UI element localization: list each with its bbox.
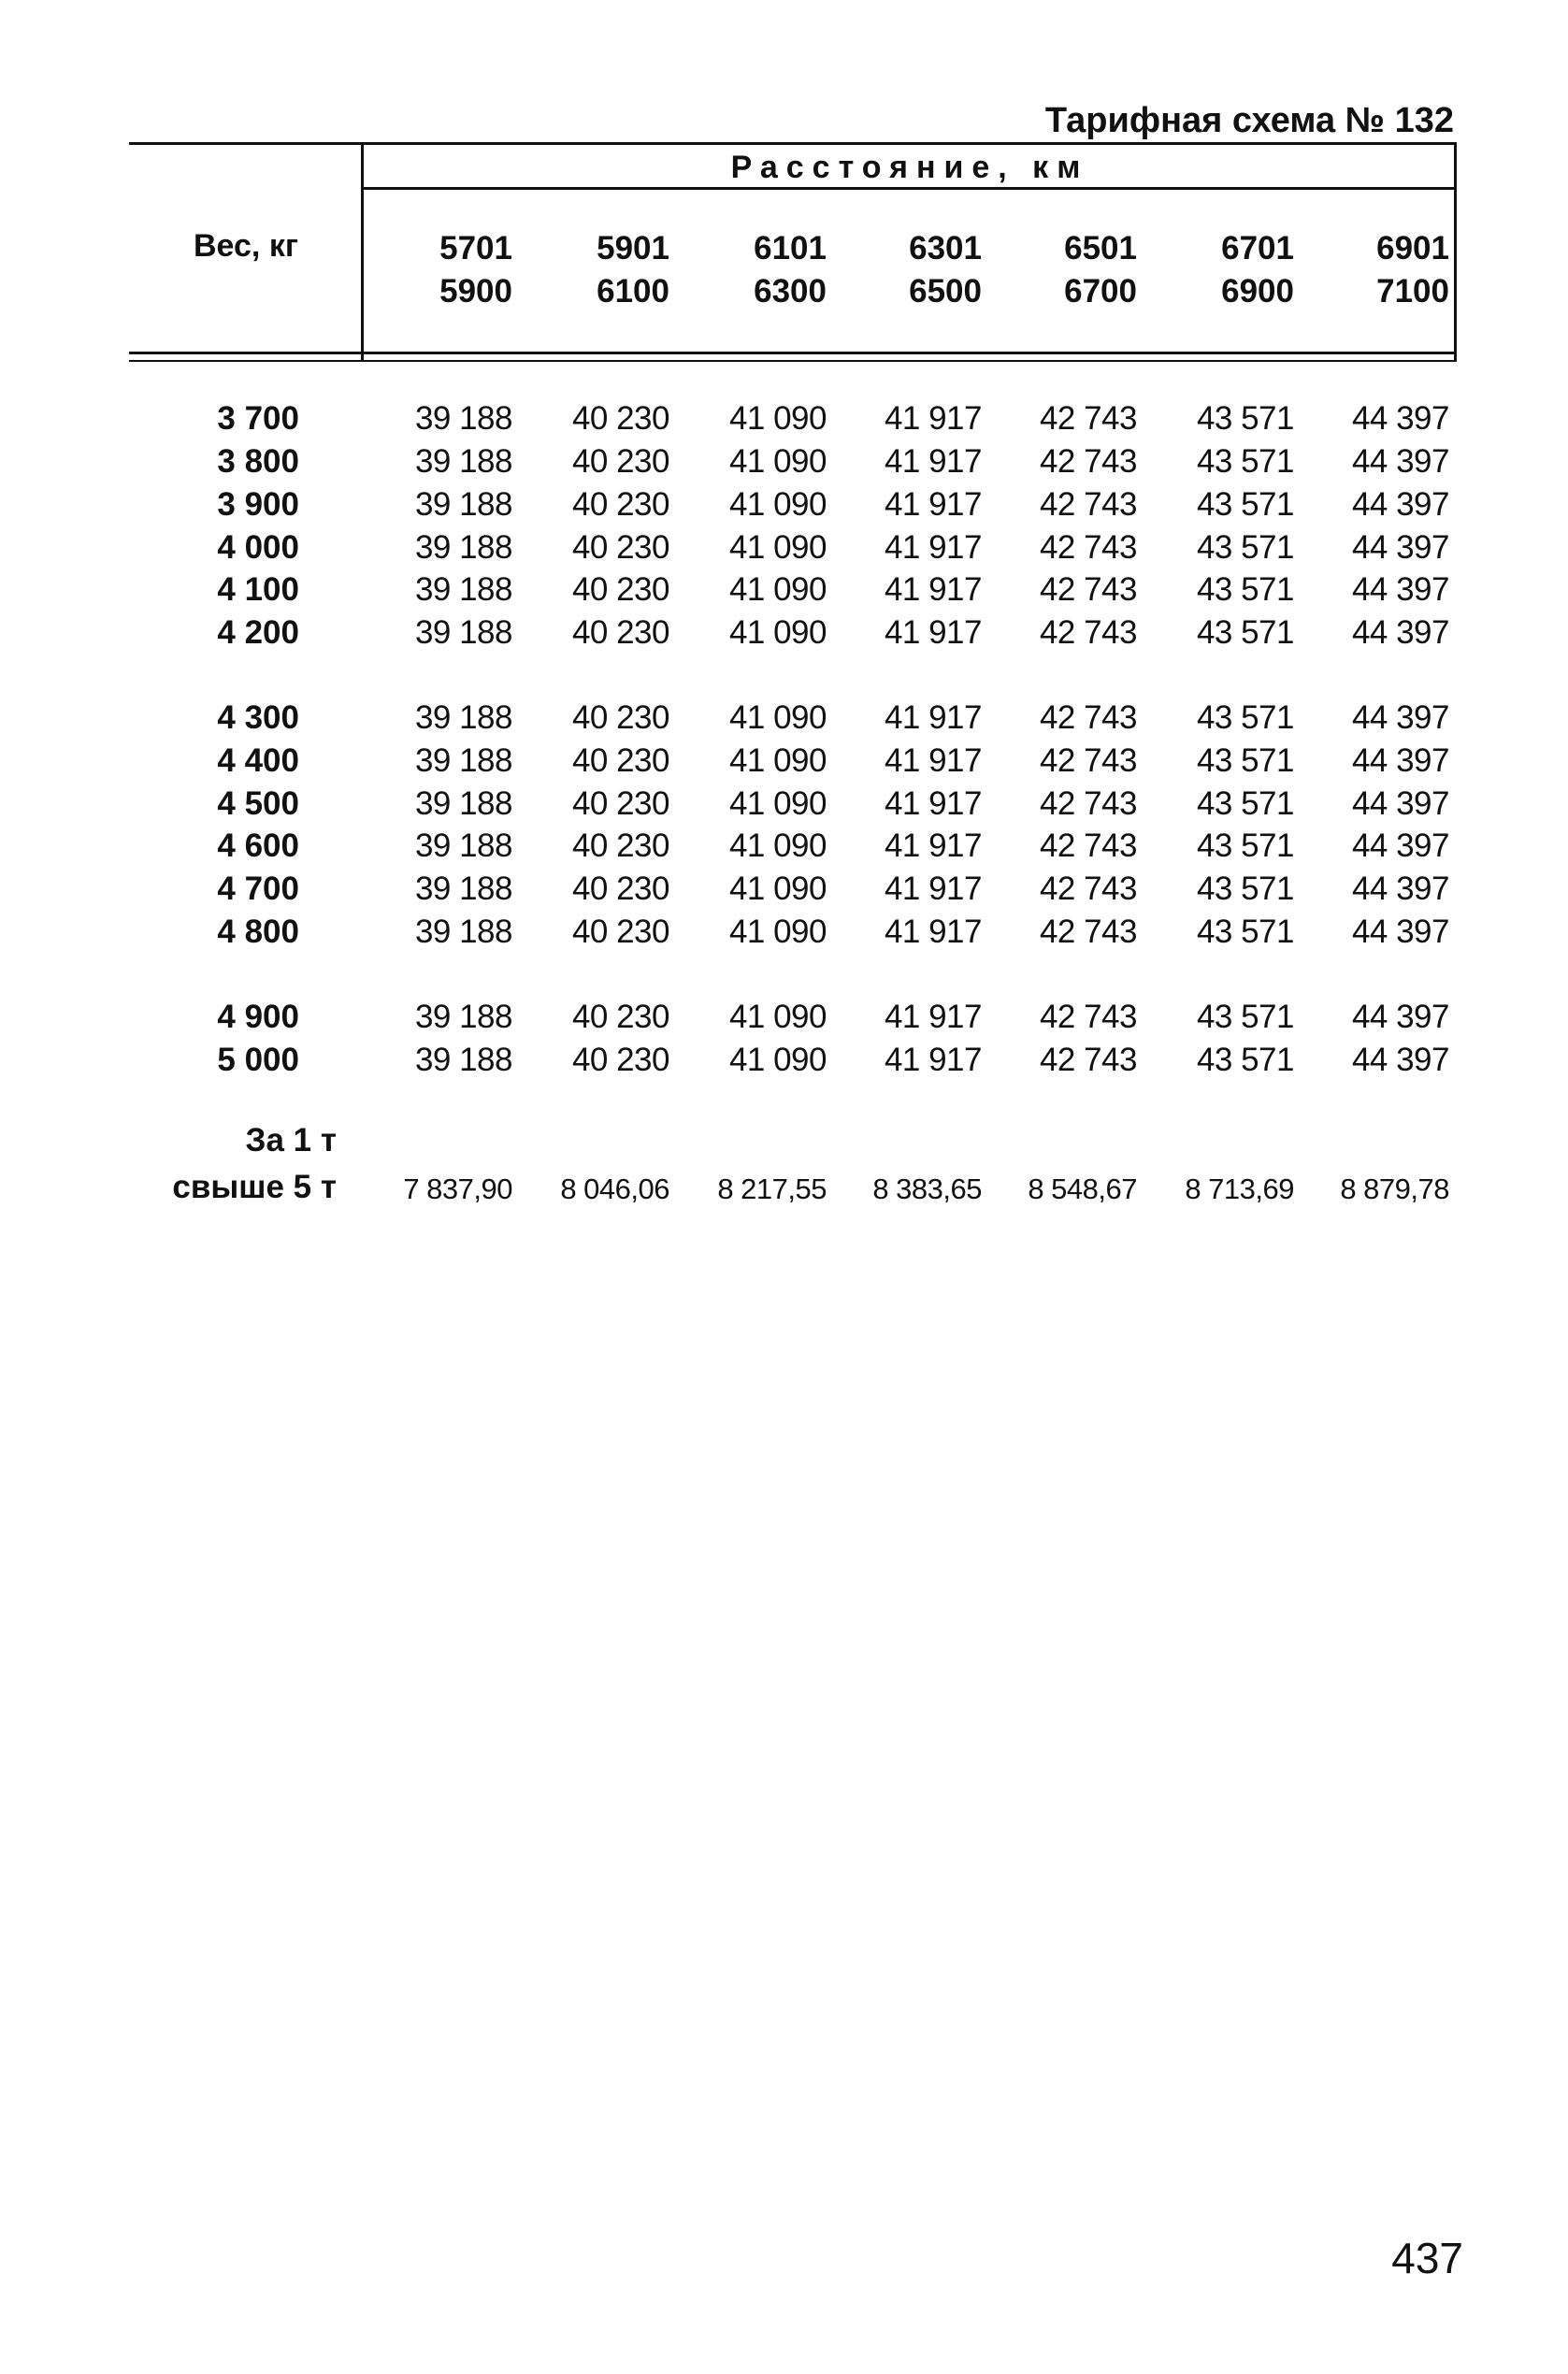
tariff-cell: 40 230 (571, 870, 669, 907)
tariff-cell: 42 743 (1039, 870, 1137, 907)
tariff-cell: 40 230 (571, 1042, 669, 1078)
tariff-cell: 40 230 (571, 999, 669, 1035)
tariff-cell: 42 743 (1039, 571, 1137, 608)
tariff-cell: 39 188 (414, 870, 512, 907)
weight-cell: 4 500 (217, 785, 299, 822)
tariff-cell: 44 397 (1351, 999, 1449, 1035)
weight-cell: 5 000 (217, 1042, 299, 1078)
per-ton-cell: 8 548,67 (1028, 1173, 1137, 1205)
tariff-cell: 43 571 (1196, 870, 1294, 907)
tariff-cell: 42 743 (1039, 914, 1137, 950)
tariff-cell: 44 397 (1351, 614, 1449, 651)
range-to: 6300 (754, 273, 827, 309)
tariff-cell: 40 230 (571, 614, 669, 651)
header-bottom-rule-2 (129, 360, 1457, 362)
distance-range-header (520, 227, 669, 313)
tariff-cell: 40 230 (571, 742, 669, 779)
range-from: 5701 (439, 230, 512, 266)
per-ton-label-line2: свыше 5 т (172, 1169, 337, 1205)
tariff-cell: 39 188 (414, 699, 512, 736)
tariff-cell: 41 917 (884, 914, 982, 950)
tariff-cell: 44 397 (1351, 785, 1449, 822)
tariff-cell: 44 397 (1351, 443, 1449, 480)
tariff-cell: 42 743 (1039, 1042, 1137, 1078)
tariff-cell: 41 090 (728, 742, 827, 779)
distance-header: Расстояние, км (730, 150, 1089, 185)
tariff-cell: 40 230 (571, 571, 669, 608)
weight-cell: 3 800 (217, 443, 299, 480)
tariff-cell: 41 917 (884, 486, 982, 523)
tariff-cell: 41 917 (884, 614, 982, 651)
tariff-cell: 41 917 (884, 785, 982, 822)
weight-cell: 4 100 (217, 571, 299, 608)
tariff-cell: 40 230 (571, 827, 669, 864)
weight-cell: 4 800 (217, 914, 299, 950)
tariff-cell: 41 090 (728, 999, 827, 1035)
range-from: 5901 (597, 230, 669, 266)
weight-cell: 4 700 (217, 870, 299, 907)
weight-cell: 4 000 (217, 529, 299, 566)
tariff-cell: 41 090 (728, 614, 827, 651)
tariff-cell: 41 090 (728, 529, 827, 566)
tariff-cell: 41 917 (884, 1042, 982, 1078)
tariff-cell: 43 571 (1196, 400, 1294, 437)
weight-cell: 4 600 (217, 827, 299, 864)
tariff-cell: 41 090 (728, 486, 827, 523)
tariff-cell: 42 743 (1039, 486, 1137, 523)
weight-cell: 4 300 (217, 699, 299, 736)
tariff-cell: 39 188 (414, 443, 512, 480)
tariff-cell: 42 743 (1039, 443, 1137, 480)
tariff-cell: 39 188 (414, 486, 512, 523)
header-bottom-rule-1 (129, 352, 1457, 354)
tariff-cell: 43 571 (1196, 914, 1294, 950)
tariff-cell: 42 743 (1039, 742, 1137, 779)
tariff-cell: 42 743 (1039, 785, 1137, 822)
tariff-cell: 39 188 (414, 1042, 512, 1078)
tariff-cell: 41 090 (728, 699, 827, 736)
distance-range-header (363, 227, 512, 313)
weight-cell: 4 400 (217, 742, 299, 779)
tariff-cell: 39 188 (414, 785, 512, 822)
distance-range-header (832, 227, 982, 313)
tariff-cell: 39 188 (414, 742, 512, 779)
per-ton-cell: 8 046,06 (560, 1173, 669, 1205)
tariff-cell: 44 397 (1351, 486, 1449, 523)
tariff-cell: 44 397 (1351, 827, 1449, 864)
tariff-cell: 40 230 (571, 529, 669, 566)
tariff-cell: 41 917 (884, 400, 982, 437)
tariff-cell: 41 090 (728, 785, 827, 822)
range-from: 6301 (909, 230, 982, 266)
tariff-cell: 44 397 (1351, 699, 1449, 736)
tariff-cell: 44 397 (1351, 1042, 1449, 1078)
scheme-title: Тарифная схема № 132 (1044, 101, 1454, 140)
tariff-cell: 40 230 (571, 400, 669, 437)
tariff-cell: 43 571 (1196, 827, 1294, 864)
tariff-cell: 43 571 (1196, 443, 1294, 480)
range-to: 6700 (1064, 273, 1137, 309)
range-from: 6901 (1376, 230, 1449, 266)
tariff-cell: 41 917 (884, 529, 982, 566)
tariff-cell: 41 090 (728, 914, 827, 950)
tariff-cell: 44 397 (1351, 870, 1449, 907)
tariff-cell: 40 230 (571, 785, 669, 822)
weight-header: Вес, кг (194, 228, 298, 264)
tariff-cell: 39 188 (414, 827, 512, 864)
tariff-cell: 42 743 (1039, 827, 1137, 864)
tariff-cell: 39 188 (414, 614, 512, 651)
weight-cell: 4 200 (217, 614, 299, 651)
tariff-cell: 41 917 (884, 999, 982, 1035)
per-ton-cell: 8 713,69 (1185, 1173, 1294, 1205)
tariff-cell: 41 090 (728, 571, 827, 608)
per-ton-cell: 8 879,78 (1340, 1173, 1449, 1205)
per-ton-cell: 8 217,55 (717, 1173, 827, 1205)
tariff-cell: 41 090 (728, 827, 827, 864)
tariff-cell: 39 188 (414, 400, 512, 437)
tariff-cell: 39 188 (414, 999, 512, 1035)
tariff-cell: 44 397 (1351, 571, 1449, 608)
range-from: 6101 (754, 230, 827, 266)
tariff-cell: 42 743 (1039, 999, 1137, 1035)
tariff-cell: 42 743 (1039, 699, 1137, 736)
weight-cell: 4 900 (217, 999, 299, 1035)
tariff-cell: 41 917 (884, 827, 982, 864)
distance-range-header (987, 227, 1137, 313)
weight-cell: 3 900 (217, 486, 299, 523)
tariff-cell: 44 397 (1351, 742, 1449, 779)
per-ton-cell: 7 837,90 (403, 1173, 512, 1205)
tariff-cell: 40 230 (571, 443, 669, 480)
tariff-cell: 43 571 (1196, 571, 1294, 608)
tariff-cell: 41 917 (884, 571, 982, 608)
page-number: 437 (1391, 2234, 1463, 2282)
distance-range-header (1300, 227, 1449, 313)
range-to: 5900 (439, 273, 512, 309)
tariff-cell: 43 571 (1196, 529, 1294, 566)
tariff-cell: 44 397 (1351, 914, 1449, 950)
distance-range-header (1144, 227, 1294, 313)
tariff-cell: 41 917 (884, 870, 982, 907)
tariff-cell: 44 397 (1351, 400, 1449, 437)
tariff-cell: 41 090 (728, 400, 827, 437)
weight-cell: 3 700 (217, 400, 299, 437)
range-from: 6701 (1221, 230, 1294, 266)
tariff-cell: 39 188 (414, 914, 512, 950)
header-top-rule (129, 142, 1457, 145)
tariff-cell: 39 188 (414, 571, 512, 608)
tariff-cell: 42 743 (1039, 400, 1137, 437)
tariff-cell: 43 571 (1196, 486, 1294, 523)
tariff-cell: 42 743 (1039, 614, 1137, 651)
tariff-cell: 42 743 (1039, 529, 1137, 566)
tariff-cell: 43 571 (1196, 1042, 1294, 1078)
range-to: 7100 (1376, 273, 1449, 309)
tariff-cell: 41 917 (884, 699, 982, 736)
tariff-cell: 41 090 (728, 1042, 827, 1078)
range-from: 6501 (1064, 230, 1137, 266)
tariff-cell: 43 571 (1196, 614, 1294, 651)
distance-title-rule (361, 187, 1457, 190)
tariff-cell: 39 188 (414, 529, 512, 566)
tariff-cell: 40 230 (571, 486, 669, 523)
tariff-cell: 44 397 (1351, 529, 1449, 566)
tariff-cell: 43 571 (1196, 999, 1294, 1035)
tariff-cell: 43 571 (1196, 785, 1294, 822)
tariff-cell: 40 230 (571, 914, 669, 950)
tariff-cell: 43 571 (1196, 699, 1294, 736)
per-ton-cell: 8 383,65 (872, 1173, 982, 1205)
range-to: 6100 (597, 273, 669, 309)
tariff-cell: 41 090 (728, 870, 827, 907)
tariff-cell: 43 571 (1196, 742, 1294, 779)
tariff-cell: 41 090 (728, 443, 827, 480)
tariff-cell: 41 917 (884, 443, 982, 480)
tariff-cell: 40 230 (571, 699, 669, 736)
range-to: 6900 (1221, 273, 1294, 309)
distance-range-header (677, 227, 827, 313)
per-ton-label-line1: За 1 т (245, 1122, 337, 1158)
range-to: 6500 (909, 273, 982, 309)
tariff-cell: 41 917 (884, 742, 982, 779)
